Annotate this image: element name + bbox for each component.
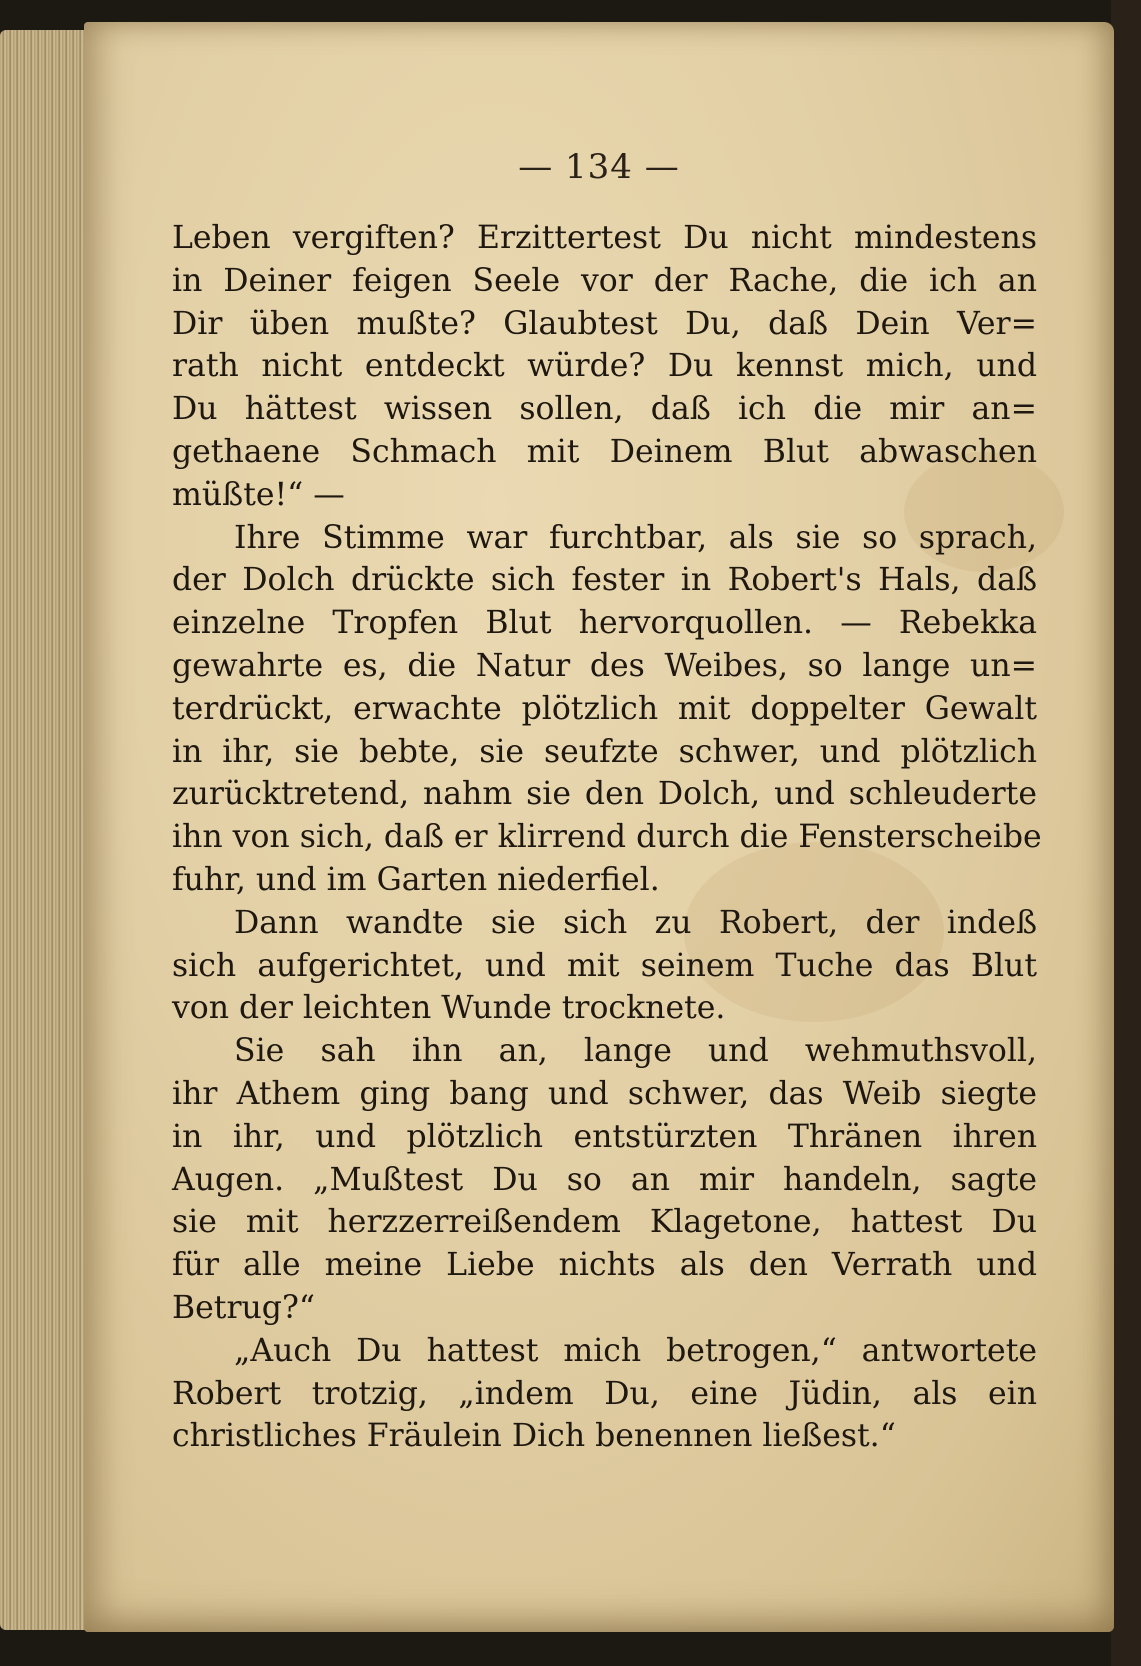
text-line: Robert trotzig, „indem Du, eine Jüdin, als ein (172, 1375, 1037, 1412)
text-line: terdrückt, erwachte plötzlich mit doppelter Gewalt (172, 690, 1037, 727)
text-line: Betrug?“ (172, 1289, 315, 1326)
text-line: in Deiner feigen Seele vor der Rache, die ich an (172, 262, 1037, 299)
text-line: Sie sah ihn an, lange und wehmuthsvoll, (234, 1033, 1037, 1070)
text-line: zurücktretend, nahm sie den Dolch, und schleuderte (172, 776, 1037, 813)
book-page (84, 22, 1114, 1632)
text-line: Dir üben mußte? Glaubtest Du, daß Dein Ver= (172, 305, 1037, 342)
binding-cover (1111, 0, 1141, 1666)
text-line: rath nicht entdeckt würde? Du kennst mich, und (172, 348, 1037, 385)
text-line: für alle meine Liebe nichts als den Verrath und (172, 1247, 1037, 1284)
text-line: ihr Athem ging bang und schwer, das Weib siegte (172, 1075, 1037, 1112)
text-line: müßte!“ — (172, 476, 345, 513)
text-line: einzelne Tropfen Blut hervorquollen. — Rebekka (172, 605, 1037, 642)
text-line: Leben vergiften? Erzittertest Du nicht mindestens (172, 220, 1037, 256)
text-line: der Dolch drückte sich fester in Robert's Hals, daß (172, 562, 1037, 599)
text-line: Dann wandte sie sich zu Robert, der indeß (234, 904, 1037, 941)
text-line: sie mit herzzerreißendem Klagetone, hattest Du (172, 1204, 1037, 1241)
text-line: sich aufgerichtet, und mit seinem Tuche das Blut (172, 947, 1037, 984)
text-line: Ihre Stimme war furchtbar, als sie so sprach, (234, 519, 1037, 556)
page-number: — 134 — (518, 147, 680, 187)
body-text (172, 217, 1042, 1458)
text-line: von der leichten Wunde trocknete. (172, 990, 726, 1027)
text-line: in ihr, und plötzlich entstürzten Thränen ihren (172, 1118, 1037, 1155)
text-line: Augen. „Mußtest Du so an mir handeln, sagte (172, 1161, 1037, 1198)
text-line: ihn von sich, daß er klirrend durch die Fensterscheibe (172, 819, 1042, 856)
text-line: „Auch Du hattest mich betrogen,“ antwortete (234, 1332, 1037, 1369)
text-line: in ihr, sie bebte, sie seufzte schwer, und plötzlich (172, 733, 1037, 770)
text-line: Du hättest wissen sollen, daß ich die mir an= (172, 391, 1037, 428)
page-edges (0, 30, 92, 1630)
text-line: christliches Fräulein Dich benennen ließest.“ (172, 1418, 896, 1455)
text-line: gethaene Schmach mit Deinem Blut abwaschen (172, 433, 1037, 470)
text-line: gewahrte es, die Natur des Weibes, so lange un= (172, 647, 1037, 684)
text-line: fuhr, und im Garten niederfiel. (172, 861, 660, 898)
